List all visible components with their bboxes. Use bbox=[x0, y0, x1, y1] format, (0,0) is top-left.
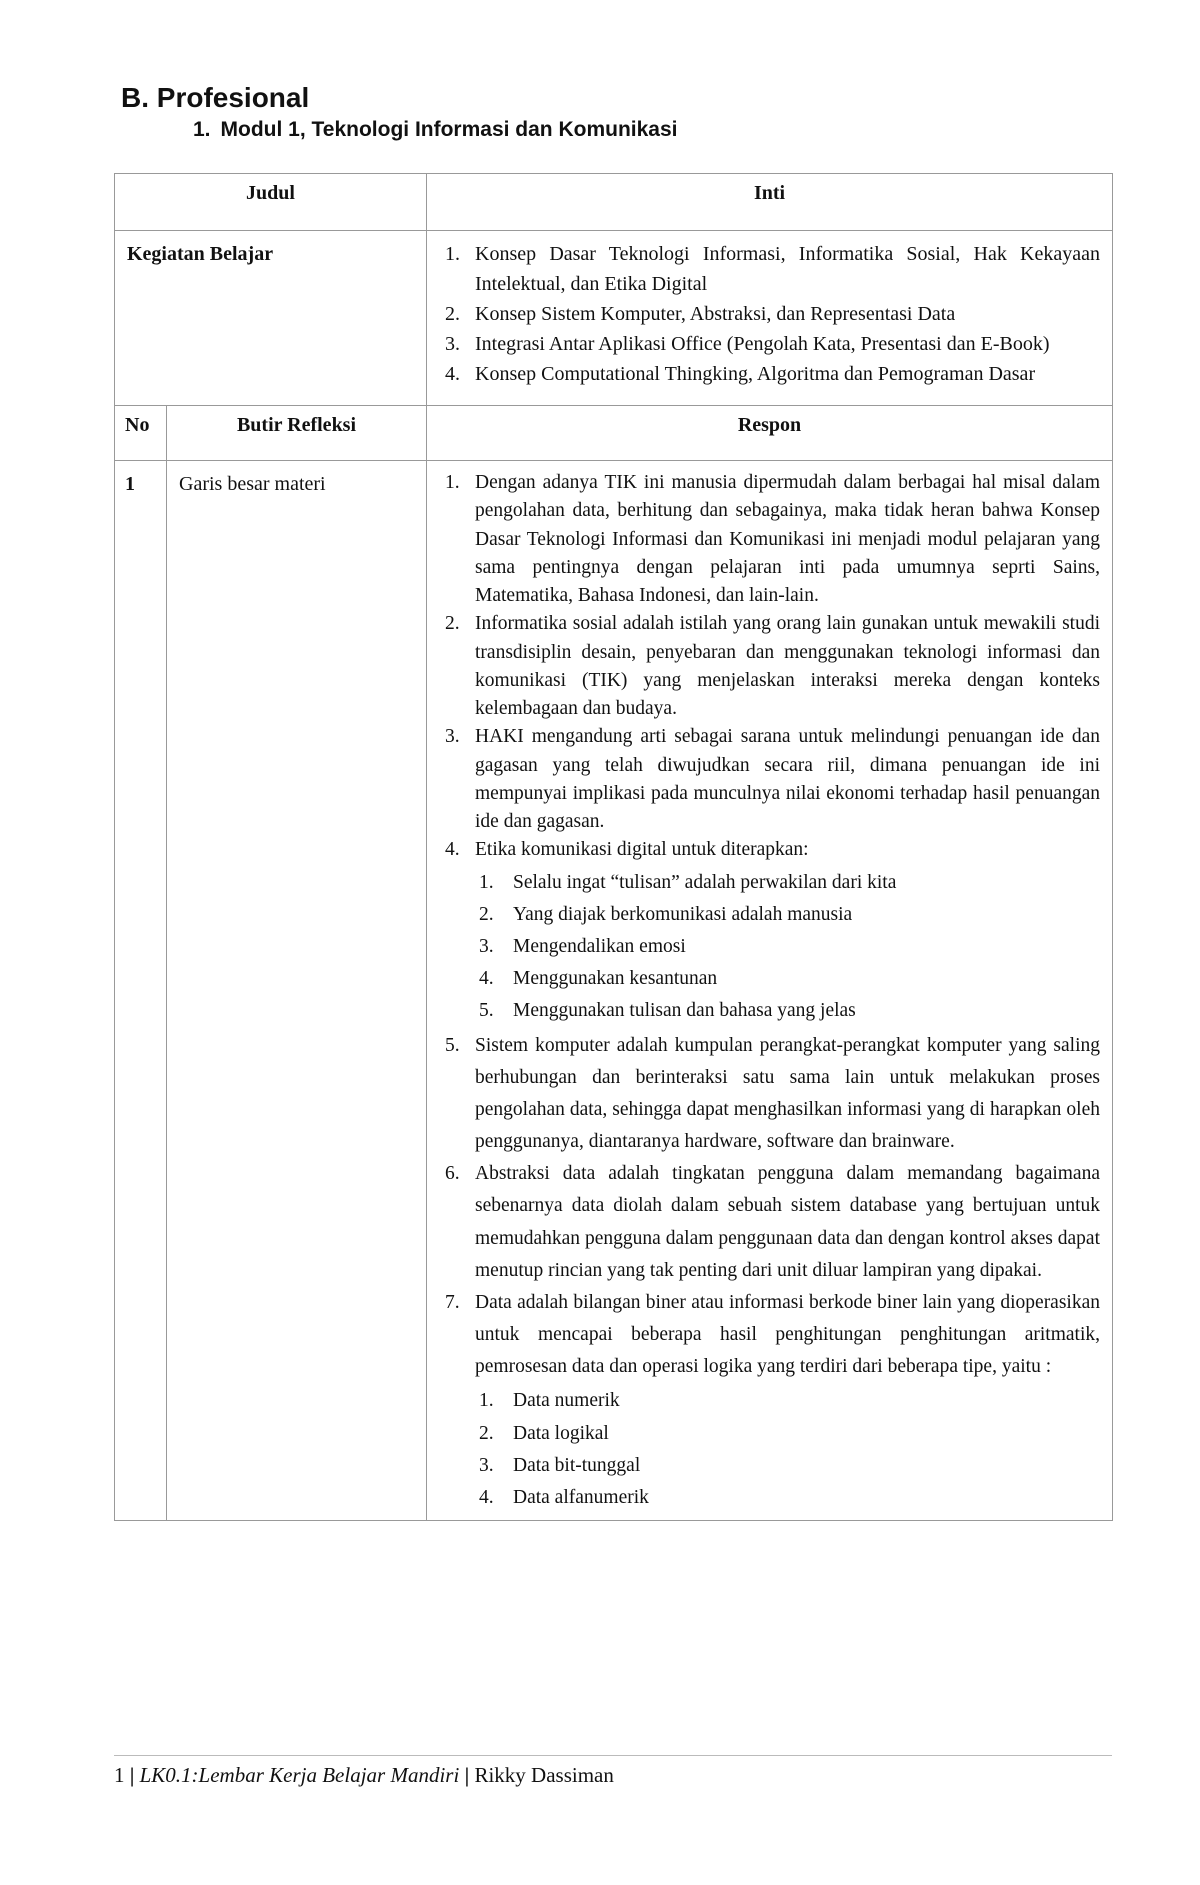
refleksi-header-row bbox=[115, 406, 1113, 461]
module-table bbox=[114, 173, 1113, 1521]
header-judul: Judul bbox=[115, 174, 427, 231]
list-item: 4. Menggunakan kesantunan bbox=[479, 968, 718, 990]
list-item: 3. HAKI mengandung arti sebagai sarana untuk melindungi penuangan ide dan gagasan yang telah diwujudkan secara riil, dimana penuangan ide ini mempunyai implikasi pada munculnya nilai ekonomi terhadap hasil penuangan ide dan gagasan. bbox=[445, 726, 1100, 833]
list-item: 1. Dengan adanya TIK ini manusia dipermudah dalam berbagai hal misal dalam pengolahan data, berhitung dan sebagainya, maka tidak heran bahwa Konsep Dasar Teknologi Informasi dan Komunikasi ini menjadi modul pelajaran yang sama pentingnya dengan pelajaran inti pada umumnya seprti Sains, Matematika, Bahasa Indonesi, dan lain-lain. bbox=[445, 472, 1100, 607]
list-item: 1. Data numerik bbox=[479, 1390, 620, 1412]
kegiatan-label: Kegiatan Belajar bbox=[115, 231, 427, 406]
list-item: 2. Informatika sosial adalah istilah yang orang lain gunakan untuk mewakili studi transdisiplin desain, penyebaran dan menggunakan teknologi informasi dan komunikasi (TIK) yang menjelaskan interaksi mereka dengan konteks kelembagaan dan budaya. bbox=[445, 613, 1100, 720]
list-item: 5. Menggunakan tulisan dan bahasa yang jelas bbox=[479, 1000, 856, 1022]
table-row bbox=[115, 461, 1113, 1521]
table-header-row bbox=[115, 174, 1113, 231]
list-item: 2. Yang diajak berkomunikasi adalah manusia bbox=[479, 903, 853, 925]
list-item: 6. Abstraksi data adalah tingkatan pengguna dalam memandang bagaimana sebenarnya data diolah dalam sebuah sistem database yang bertujuan untuk memudahkan pengguna dalam penggunaan data dan dengan kontrol akses dapat menutup rincian yang tak penting dari unit diluar lampiran yang dipakai. bbox=[445, 1163, 1100, 1281]
module-name: Modul 1, Teknologi Informasi dan Komunikasi bbox=[220, 118, 678, 141]
etika-list bbox=[475, 867, 1100, 1028]
footer-divider bbox=[114, 1755, 1112, 1756]
list-item: 7. Data adalah bilangan biner atau informasi berkode biner lain yang dioperasikan untuk mencapai beberapa hasil penghitungan penghitungan aritmatik, pemrosesan data dan operasi logika yang terdiri dari beberapa tipe, yaitu : 1. Data numerik 2. Data logikal 3. Data bit-tunggal 4. Data alfanumerik bbox=[439, 1287, 1100, 1514]
list-item: 4. Etika komunikasi digital untuk diterapkan: 1. Selalu ingat “tulisan” adalah perwakilan dari kita 2. Yang diajak berkomunikasi adalah manusia 3. Mengendalikan emosi 4. Menggunakan kesantunan 5. Menggunakan tulisan dan bahasa yang jelas bbox=[439, 836, 1100, 1027]
list-item: 1. Selalu ingat “tulisan” adalah perwakilan dari kita bbox=[479, 871, 897, 893]
module-title bbox=[193, 118, 678, 142]
row-butir: Garis besar materi bbox=[167, 461, 427, 1521]
kegiatan-row bbox=[115, 231, 1113, 406]
footer-doc-title: LK0.1:Lembar Kerja Belajar Mandiri bbox=[139, 1763, 460, 1787]
list-item: 2. Data logikal bbox=[479, 1422, 609, 1444]
row-number: 1 bbox=[115, 461, 167, 1521]
page-number: 1 bbox=[114, 1763, 125, 1787]
page-footer bbox=[114, 1763, 614, 1788]
section-title: B. Profesional bbox=[121, 82, 310, 113]
list-item: 2. Konsep Sistem Komputer, Abstraksi, dan Representasi Data bbox=[445, 303, 956, 325]
header-respon: Respon bbox=[427, 406, 1113, 461]
kegiatan-list bbox=[439, 239, 1100, 389]
header-inti: Inti bbox=[427, 174, 1113, 231]
list-item: 3. Integrasi Antar Aplikasi Office (Pengolah Kata, Presentasi dan E-Book) bbox=[445, 333, 1050, 355]
footer-separator: | bbox=[129, 1763, 135, 1787]
list-item: 4. Data alfanumerik bbox=[479, 1486, 649, 1508]
list-item: 1. Konsep Dasar Teknologi Informasi, Informatika Sosial, Hak Kekayaan Intelektual, dan Etika Digital bbox=[445, 243, 1100, 295]
list-item: 3. Mengendalikan emosi bbox=[479, 936, 686, 958]
footer-separator: | bbox=[464, 1763, 470, 1787]
data-type-list bbox=[475, 1385, 1100, 1514]
list-item: 5. Sistem komputer adalah kumpulan perangkat-perangkat komputer yang saling berhubungan dan berinteraksi satu sama lain untuk melakukan proses pengolahan data, sehingga dapat menghasilkan informasi yang di harapkan oleh penggunanya, diantaranya hardware, software dan brainware. bbox=[445, 1034, 1100, 1153]
header-no: No bbox=[115, 406, 167, 461]
footer-author: Rikky Dassiman bbox=[474, 1763, 614, 1787]
respon-list bbox=[439, 469, 1100, 1514]
list-item: 4. Konsep Computational Thingking, Algoritma dan Pemograman Dasar bbox=[445, 363, 1036, 385]
list-item: 3. Data bit-tunggal bbox=[479, 1454, 641, 1476]
module-number: 1. bbox=[193, 118, 211, 141]
header-butir: Butir Refleksi bbox=[167, 406, 427, 461]
